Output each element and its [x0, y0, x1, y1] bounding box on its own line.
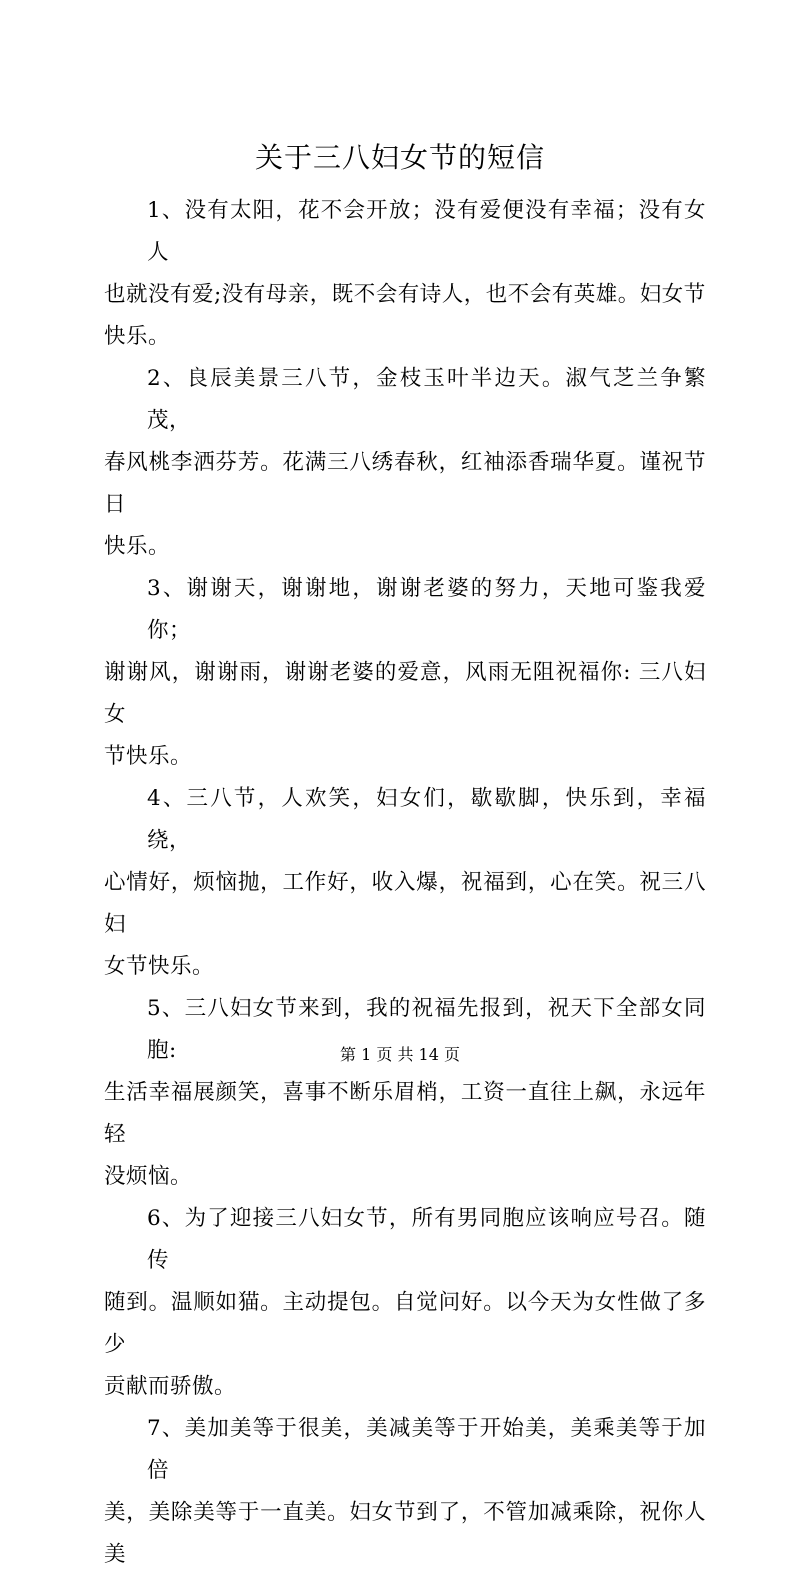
- paragraph-line: 3、谢谢天，谢谢地，谢谢老婆的努力，天地可鉴我爱你；: [147, 576, 706, 643]
- paragraph-line: 2、良辰美景三八节，金枝玉叶半边天。淑气芝兰争繁茂，: [147, 366, 706, 433]
- paragraph-line: 没烦恼。: [104, 1164, 193, 1189]
- paragraph-7: [104, 1408, 706, 1576]
- paragraph-line: 女节快乐。: [104, 954, 215, 979]
- paragraph-1: [104, 190, 706, 358]
- paragraph-line: 也就没有爱;没有母亲，既不会有诗人，也不会有英雄。妇女节: [104, 282, 706, 307]
- document-title: 关于三八妇女节的短信: [254, 141, 545, 174]
- paragraph-line: 4、三八节，人欢笑，妇女们，歇歇脚，快乐到，幸福绕，: [147, 786, 706, 853]
- paragraph-line: 节快乐。: [104, 744, 193, 769]
- paragraph-line: 随到。温顺如猫。主动提包。自觉问好。以今天为女性做了多少: [104, 1290, 706, 1357]
- paragraph-line: 快乐。: [104, 534, 171, 559]
- paragraph-line: 生活幸福展颜笑，喜事不断乐眉梢，工资一直往上飙，永远年轻: [104, 1080, 706, 1147]
- paragraph-6: [104, 1198, 706, 1408]
- paragraph-line: 贡献而骄傲。: [104, 1374, 237, 1399]
- paragraph-line: 7、美加美等于很美，美减美等于开始美，美乘美等于加倍: [147, 1416, 706, 1483]
- paragraph-5: [104, 988, 706, 1198]
- paragraph-line: 心情好，烦恼抛，工作好，收入爆，祝福到，心在笑。祝三八妇: [104, 870, 706, 937]
- paragraph-line: 6、为了迎接三八妇女节，所有男同胞应该响应号召。随传: [147, 1206, 706, 1273]
- paragraph-3: [104, 568, 706, 778]
- paragraph-line: 5、三八妇女节来到，我的祝福先报到，祝天下全部女同胞:: [147, 996, 706, 1063]
- document-body: [104, 190, 706, 1576]
- paragraph-line: 谢谢风，谢谢雨，谢谢老婆的爱意，风雨无阻祝福你: 三八妇女: [104, 660, 706, 727]
- page-footer: 第 1 页 共 14 页: [340, 1045, 460, 1064]
- paragraph-line: 春风桃李洒芬芳。花满三八绣春秋，红袖添香瑞华夏。谨祝节日: [104, 450, 706, 517]
- paragraph-line: 快乐。: [104, 324, 171, 349]
- paragraph-line: 1、没有太阳，花不会开放；没有爱便没有幸福；没有女人: [147, 198, 706, 265]
- paragraph-line: 美，美除美等于一直美。妇女节到了，不管加减乘除，祝你人美: [104, 1500, 706, 1567]
- paragraph-4: [104, 778, 706, 988]
- paragraph-2: [104, 358, 706, 568]
